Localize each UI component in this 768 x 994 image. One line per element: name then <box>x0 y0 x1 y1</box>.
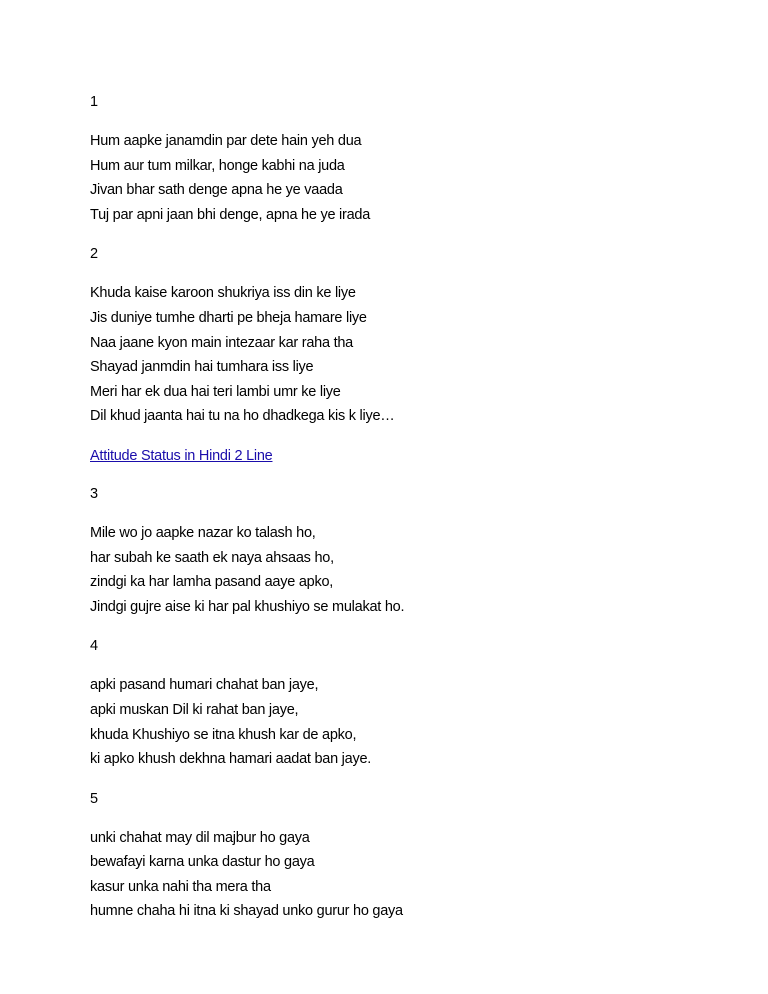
verse-number: 4 <box>90 638 98 655</box>
verse-line: Naa jaane kyon main intezaar kar raha tha <box>90 334 353 351</box>
verse-lines <box>90 673 730 771</box>
verse-line: unki chahat may dil majbur ho gaya <box>90 829 310 846</box>
document-page <box>90 93 730 942</box>
verse-line: bewafayi karna unka dastur ho gaya <box>90 854 315 871</box>
verse-line: har subah ke saath ek naya ahsaas ho, <box>90 549 334 566</box>
verse-line: apki pasand humari chahat ban jaye, <box>90 677 319 694</box>
attitude-status-link[interactable]: Attitude Status in Hindi 2 Line <box>90 447 273 464</box>
verse-lines <box>90 129 730 227</box>
verse-line: Jivan bhar sath denge apna he ye vaada <box>90 182 343 199</box>
verse-line: zindgi ka har lamha pasand aaye apko, <box>90 574 334 591</box>
verse-section-1 <box>90 93 730 227</box>
verse-section-3 <box>90 485 730 619</box>
verse-line: humne chaha hi itna ki shayad unko gurur ho gaya <box>90 903 403 920</box>
verse-number: 3 <box>90 485 98 502</box>
verse-lines <box>90 826 730 924</box>
verse-line: Meri har ek dua hai teri lambi umr ke liye <box>90 383 341 400</box>
verse-line: apki muskan Dil ki rahat ban jaye, <box>90 701 299 718</box>
verse-line: Mile wo jo aapke nazar ko talash ho, <box>90 524 316 541</box>
verse-line: Jindgi gujre aise ki har pal khushiyo se mulakat ho. <box>90 598 405 615</box>
verse-line: Khuda kaise karoon shukriya iss din ke liye <box>90 285 356 302</box>
verse-number: 1 <box>90 94 98 110</box>
verse-line: Dil khud jaanta hai tu na ho dhadkega kis k liye… <box>90 408 395 425</box>
verse-number: 2 <box>90 246 98 263</box>
verse-line: ki apko khush dekhna hamari aadat ban jaye. <box>90 751 372 768</box>
verse-line: Hum aur tum milkar, honge kabhi na juda <box>90 157 345 174</box>
verse-line: Jis duniye tumhe dharti pe bheja hamare liye <box>90 309 367 326</box>
verse-lines <box>90 521 730 619</box>
verse-line: Hum aapke janamdin par dete hain yeh dua <box>90 133 362 149</box>
verse-section-4 <box>90 637 730 771</box>
verse-section-5 <box>90 790 730 924</box>
verse-line: Tuj par apni jaan bhi denge, apna he ye irada <box>90 206 371 223</box>
verse-line: kasur unka nahi tha mera tha <box>90 878 271 895</box>
verse-number: 5 <box>90 790 98 807</box>
related-link-container <box>90 447 730 465</box>
verse-line: khuda Khushiyo se itna khush kar de apko, <box>90 726 357 743</box>
verse-lines <box>90 281 730 429</box>
verse-line: Shayad janmdin hai tumhara iss liye <box>90 359 314 376</box>
verse-section-2 <box>90 245 730 429</box>
